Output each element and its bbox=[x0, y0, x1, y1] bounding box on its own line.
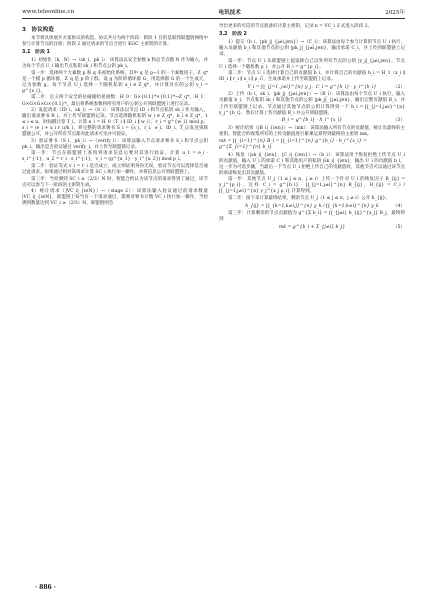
header-rule bbox=[22, 18, 405, 19]
equation-body: B_i = g^{b_i} · h_i^{x_i} bbox=[281, 118, 343, 124]
paragraph: 导出更多的可信的节点准备好计算主密钥，记录 n = VC_i 正式进入阶段 2。 bbox=[219, 24, 373, 29]
paragraph: 2）上传（b_i，sk_i，|pk_j|_{j≠i,j∈n}）→（B_i）：该算法由每个节点 U_i 执行，输入贡献值 b_i，节点私钥 sk_i 和其他节点的公钥 |pk_j|_{j≠i,j∈n}，输出完整贡献值 B_i，并上传至联盟链上记录。节点通过其他节点的公钥计算得到一个 h_i = ∏_{j=1,j≠i}^{n} y_j^{h_i}，然后计算上传贡献值 B_i 并公开到联盟链。 bbox=[219, 92, 405, 116]
paragraph: 1）提交（b_i，|pk_j|_{j≠i,j∈n}）→（C_i）：该算法由每个参与计算的节点 U_i 执行，输入贡献值 b_i 和其他节点的公钥 |pk_j|_{j≠i,j∈n}，输出承诺 C_i，并上传到联盟链上记录。 bbox=[219, 40, 405, 58]
paragraph: 第二步：定义两个安全的抗碰撞哈希函数：H_0：G×{0,1}*×{0,1}*→Z_q*，H_1：G×G×G×G×{0,1}*，最后将系统参数将所有用户的公钥公开到联盟链上进行记录。 bbox=[22, 95, 208, 107]
equation bbox=[219, 225, 405, 231]
subsection-heading: 3.2 阶段 2 bbox=[219, 32, 247, 38]
paragraph: 1）初始化（k，N）→（sk_i，pk_i）：该算法以安全参数 k 和总节点数 N 作为输入，并为每个节点 U_i 输出节点私钥 sk_i 和节点公钥 pk_i。 bbox=[22, 58, 208, 70]
paragraph: 第一步：节点 U_i 从联盟链上提取除自己以外所有节点的公钥 |y_j|_{j≠i,j∈n}。节点 U_i 选择一个随机数 ρ_i，并公开 R_i = g^{ρ_i}。 bbox=[219, 58, 405, 70]
equation-body: mk = g^{b_i + Σ_{j≠i} b_j} bbox=[278, 224, 346, 230]
equation-number: （5） bbox=[392, 224, 405, 230]
section-heading: 3 协议构造 bbox=[22, 27, 54, 33]
paragraph: 本节将具体展开方案协议的构造。协议共分为两个阶段：阶段 1 目的是联邦联盟链网络中参与计算节点的注册；阶段 2 通过请求的节点合进行 KGC 主密钥的计算。 bbox=[22, 36, 208, 48]
paragraph: 第二步：接下来计算最终结果，剩余节点 U_j（1 ≤ j ≤ n，j ≠ i）公开 h_{ij}。 bbox=[228, 196, 390, 202]
header-year: 2025年 bbox=[385, 10, 405, 16]
paragraph: 第三步：当检测到 SC_i ≥（2/3）N 时，智能合约认为该节点的请求得到了通过，该节点可以参与下一阶段的主密钥生成。 bbox=[22, 176, 208, 188]
equation-number: （3） bbox=[392, 118, 405, 124]
header-journal-title: 电讯技术 bbox=[218, 10, 241, 16]
paragraph: 第三步：计算剩余的节点贡献值为 g^{Σ b_i} = ∏_{j≠i} h_{ij}^{x_j} B_j，最终得到 bbox=[219, 211, 405, 223]
left-column bbox=[22, 24, 208, 208]
paragraph: 3）统计结果（|B_i|_{i∈n}）→（mk）：该算法输入所有节点的贡献值，统计出最终的主密钥。智能合约收集所有的上传贡献值进行累乘运算得到最终的主密钥 mk。 bbox=[219, 125, 405, 137]
paragraph: 3）验证署书（S_i，pk_i）→（verify_i）：该算法输入节点请求署书 S_i 和节点公钥 pk_i，输出是否验证通过 verify_i，并上传至联盟链记录。 bbox=[22, 138, 208, 150]
paragraph: 第一步：选择两个大素数 p 和 q 来初始化系统，其中 q 是 p−1 的一个素数因子，Z_q* 是一个模 p 循环群，Z_q 是 p 阶子群。设 g 为阶的循环群 G，用选择群 G 的一个生成元，记为参数 g。每个节点 U_i 选择一个随机私钥 x_i ∈ Z_q*，并计算对应的公钥 y_i = g^{x_i}。 bbox=[22, 70, 208, 94]
header-website: www.teleonline.cn bbox=[22, 9, 75, 15]
equation-body: h_{ij} = ∏_{k=1,k≠i,j}^{n} y_k / ∏_{k=1,k≠i}^{n} y_k bbox=[245, 203, 379, 209]
subsection-heading: 3.1 阶段 1 bbox=[22, 50, 50, 56]
paragraph: 4）统计请求（|VC_i|_{i∈N}）→（stage 2）：该算法输入验证通过的请求数量 |VC_i|_{i∈N}，联盟链上每当有一个请求通过，都要对署书计数 VC_i 执行加一操作，当检测到数量达到 VC_i ≥（2/3）N，联盟链则会 bbox=[22, 189, 208, 207]
page-header bbox=[22, 6, 405, 18]
equation bbox=[219, 139, 405, 151]
equation bbox=[219, 85, 405, 91]
paragraph: 第二步：验证等式 v_i = r_i 是否成立，成立则证明身份无误，验证节点可以选择是否通过此请求。如果通过则对该请求计算 SC_i 执行加一操作，并将信息公开到联盟链上。 bbox=[22, 163, 208, 176]
equation-number: （4） bbox=[392, 203, 405, 209]
paragraph: 第二步：节点 U_i 选择计算自己的贡献值 b_i，并计算自己的贡献值 h_i = H_1（x_i ∥ ID_i ∥ r_i ∥ s_i ∥ ρ_i），生成承诺并上传至联盟链上记录。 bbox=[219, 71, 405, 83]
paragraph: 第一步：节点在联盟链上查询到请求信息后要对其进行验证，计算 u_1 = e_i · s_i^{-1}，u_2 = r_i · s_i^{-1}，v_i = (g^{u_1} · y_i^{u_2}) mod p_i。 bbox=[22, 151, 208, 163]
equation-body: Y_i = ∏_{j=1, j≠i}^{n} y_j，C_i = g^{h_i} · y_i^{h_i} bbox=[247, 84, 377, 90]
page-number: · 886 · bbox=[35, 584, 56, 591]
equation bbox=[219, 118, 405, 124]
equation-body: mk = ∏_{i=1}^{n} B_i = ∏_{i=1}^{n} g^{b_i} · h_i^{x_i} = g^{Σ_{i=1}^{n} b_i} bbox=[219, 139, 367, 151]
equation bbox=[219, 204, 405, 210]
right-column bbox=[219, 24, 405, 232]
paragraph: 2）发起请求（ID_i，sk_i）→（S_i）：该算法以节点 ID_i 和节点私钥 sk_i 作为输入，输出请求署书 R_i，并上传至联盟链记录。节点选择随机私钥 w_i ∈ Z_q*，k_i ∈ Z_q*，1 ≤ i ≤ n，时间戳计算 T_i。计算 e_i = H_0（T_i ∥ ID_i ∥ w_i），r_i = g^{w_i} mod p，s_i = (e_i + x_i r_i)/k_i，将完整的请求署书 S_i = {s_i，r_i，e_i，ID_i，T_i}发送到联盟链公开，并公开所有节点都对此请求可见并可验证。 bbox=[22, 108, 208, 138]
paragraph: 4）恢复（|sk_i|_{i∈n}，|C_i|_{i∈n}）→（b_i）：该算法用于恢复拒绝上传节点 U_i 的贡献值，输入 U_i 的承诺 C_i 和其他用户的私钥 |sk_i|_{i∈n}，输出 U_i 的贡献值 b_i。这一步为可选步骤，当最后一个节点 U_i 拒绝上传自己的贡献值时，其他节点可以通过该节点的承诺恢复出其贡献值。 bbox=[219, 152, 405, 176]
paragraph: 第一步：其他节点 U_j（1 ≤ j ≤ n，j ≠ i）上传一个针对 U_i 的恢复因子 R_{ij} = y_j^{ρ_i}，这样 C_i = g^{b_i} · ∏_{j=1,j≠i}^{n} R_{ij}，R_{ij} = C_i / ∏_{j=1,j≠i}^{n} y_j^{x_j ρ_i} 计算得到。 bbox=[219, 177, 405, 195]
equation-number: （2） bbox=[392, 84, 405, 90]
